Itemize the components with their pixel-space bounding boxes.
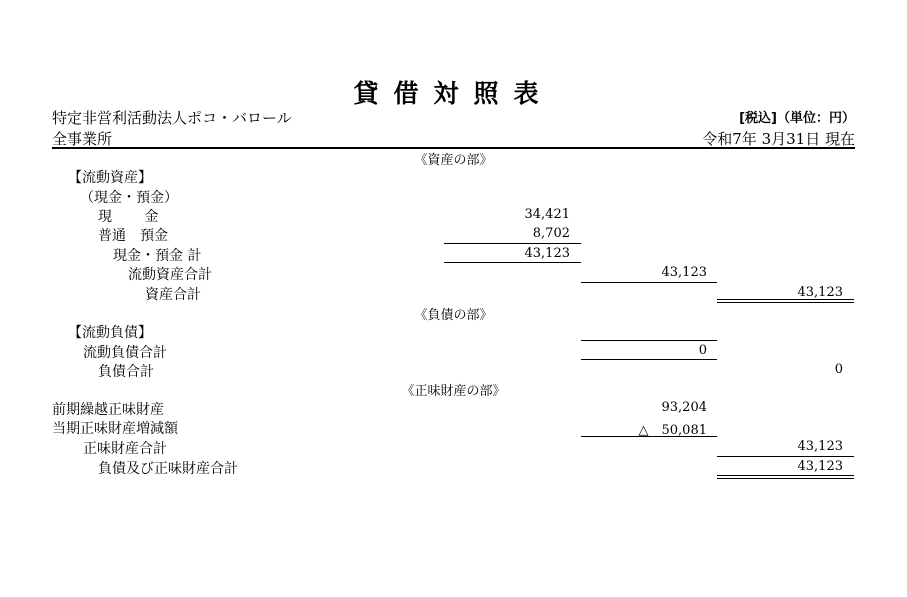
prior-net-assets-label: 前期繰越正味財産 xyxy=(52,402,164,418)
current-assets-heading: 【流動資産】 xyxy=(68,170,152,186)
prior-net-assets-value: 93,204 xyxy=(661,400,707,415)
cash-value: 34,421 xyxy=(524,207,570,222)
net-assets-total-value: 43,123 xyxy=(797,439,843,454)
total-double-rule xyxy=(717,299,854,303)
net-assets-change-label: 当期正味財産増減額 xyxy=(52,421,178,437)
liabilities-total-label: 負債合計 xyxy=(98,364,154,380)
deposit-value: 8,702 xyxy=(532,226,570,241)
liabilities-and-net-assets-label: 負債及び正味財産合計 xyxy=(98,461,238,477)
net-assets-total-label: 正味財産合計 xyxy=(83,441,167,457)
section-net-assets-heading: 《正味財産の部》 xyxy=(401,384,506,399)
total-double-rule xyxy=(717,475,854,479)
tax-unit-note: [税込]（単位：円） xyxy=(739,111,855,126)
liabilities-and-net-assets-value: 43,123 xyxy=(797,459,843,474)
cash-total-value: 43,123 xyxy=(524,246,570,261)
liabilities-total-value: 0 xyxy=(834,362,843,377)
subtotal-rule xyxy=(444,262,581,263)
deposit-label: 普通 預金 xyxy=(98,228,168,244)
cash-total-label: 現金・預金 計 xyxy=(113,248,202,264)
current-assets-total-value: 43,123 xyxy=(661,265,707,280)
subtotal-rule xyxy=(581,282,717,283)
section-assets-heading: 《資産の部》 xyxy=(414,153,493,168)
current-liabilities-total-value: 0 xyxy=(698,343,707,358)
current-assets-total-label: 流動資産合計 xyxy=(128,267,212,283)
net-assets-change-value: △ 50,081 xyxy=(638,423,707,438)
subtotal-rule xyxy=(581,340,717,341)
current-liabilities-heading: 【流動負債】 xyxy=(68,325,152,341)
cash-label: 現 金 xyxy=(98,209,159,225)
organization-name: 特定非営利活動法人ポコ・バロール xyxy=(52,109,292,127)
subtotal-rule xyxy=(581,436,717,437)
subtotal-rule xyxy=(581,359,717,360)
subtotal-rule xyxy=(444,243,581,244)
current-liabilities-total-label: 流動負債合計 xyxy=(83,345,167,361)
cash-deposits-heading: （現金・預金） xyxy=(80,190,178,206)
division-name: 全事業所 xyxy=(52,130,113,148)
subtotal-rule xyxy=(717,456,854,457)
section-liabilities-heading: 《負債の部》 xyxy=(414,308,493,323)
assets-total-value: 43,123 xyxy=(797,285,843,300)
assets-total-label: 資産合計 xyxy=(145,287,201,303)
document-title: 貸借対照表 xyxy=(353,79,554,108)
as-of-date: 令和7年 3月31日 現在 xyxy=(702,130,855,148)
